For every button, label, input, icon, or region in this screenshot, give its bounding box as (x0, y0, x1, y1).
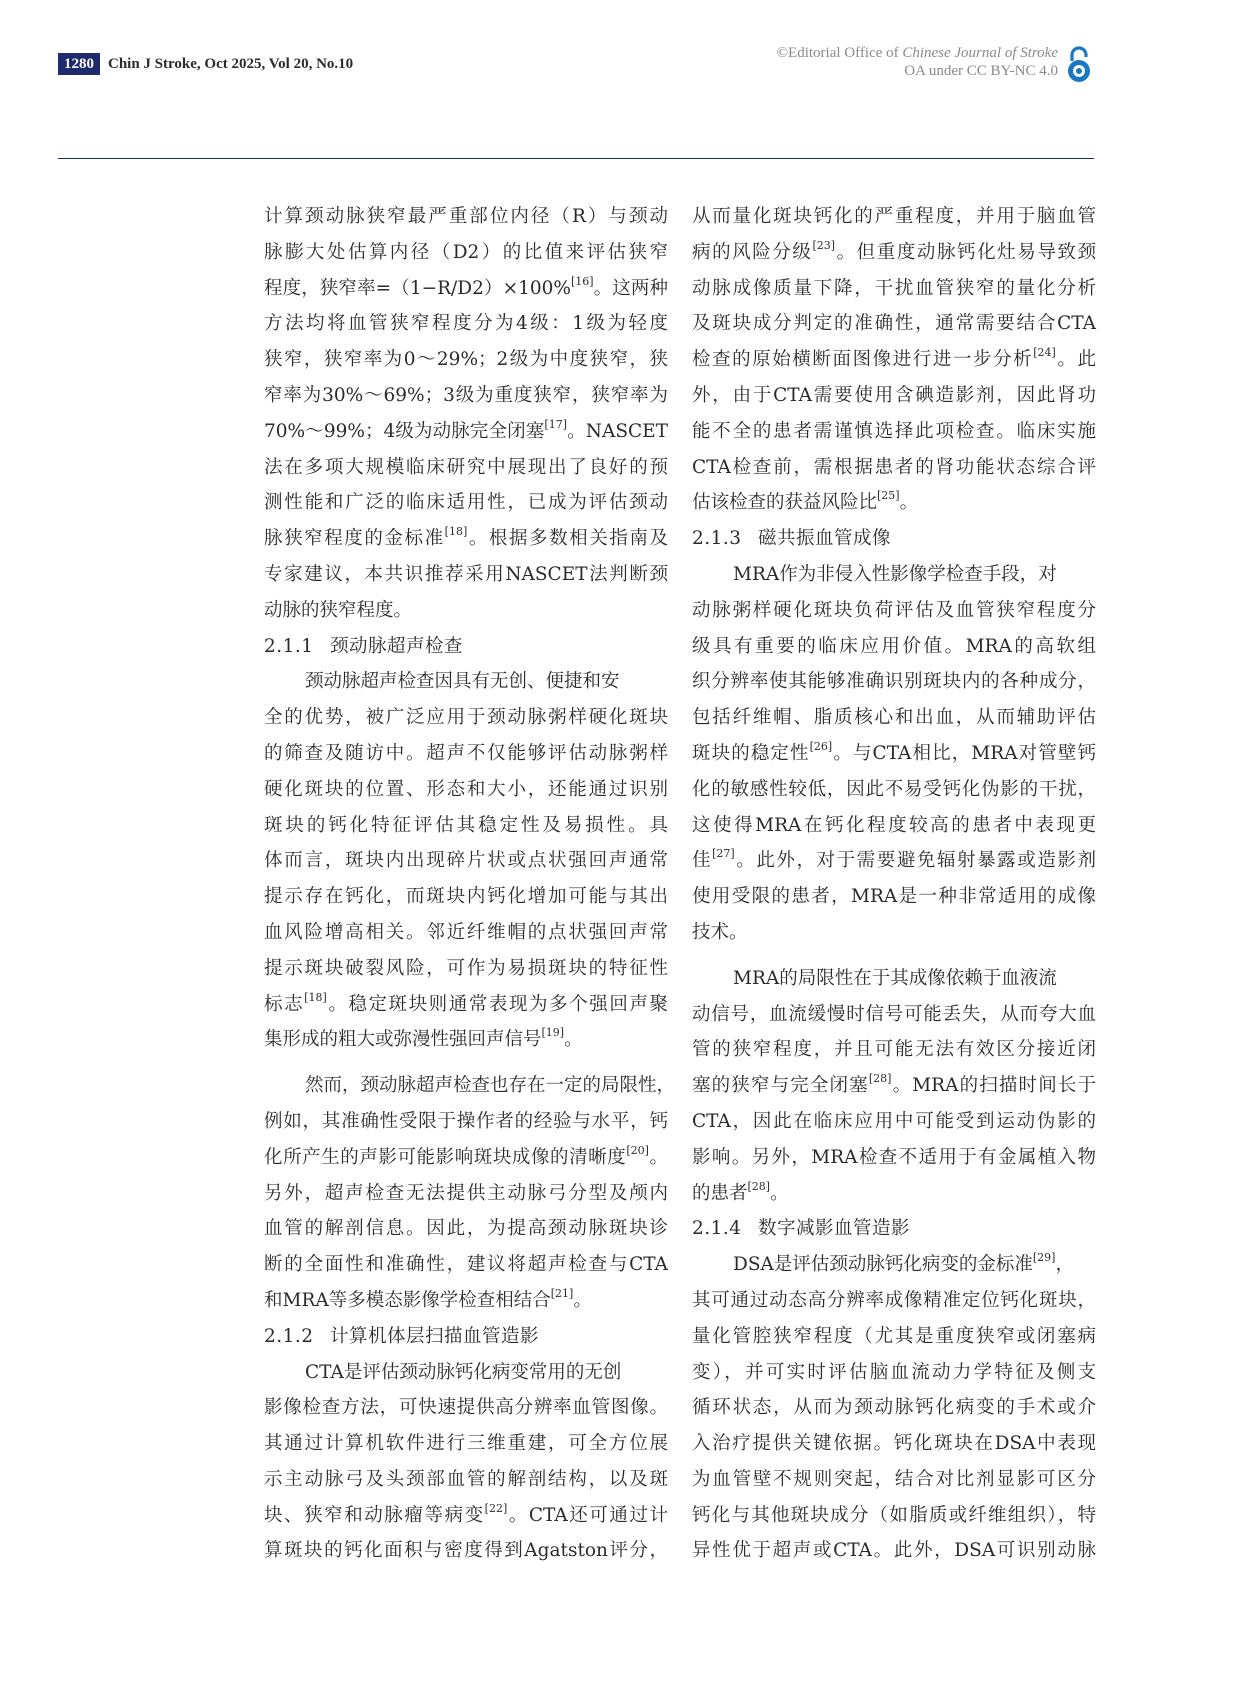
text-line (692, 1355, 1096, 1391)
text-line (692, 1140, 1096, 1176)
line-text: 影像检查方法，可快速提供高分辨率血管图像。 (264, 1397, 668, 1419)
text-line (264, 235, 668, 271)
line-text: 提示斑块破裂风险，可作为易损斑块的特征性 (264, 957, 668, 979)
line-text: 斑块的稳定性 (692, 742, 810, 764)
text-line (692, 1533, 1096, 1569)
citation-ref: [26] (809, 739, 833, 753)
line-text-after: 。MRA的扫描时间长于 (891, 1075, 1096, 1097)
text-line (264, 1533, 668, 1569)
text-line (692, 1390, 1096, 1426)
line-text: 标志 (264, 993, 305, 1015)
line-text: 提示存在钙化，而斑块内钙化增加可能与其出 (264, 886, 668, 908)
journal-name: Chinese Journal of Stroke (902, 45, 1058, 61)
line-text: 动脉粥样硬化斑块负荷评估及血管狭窄程度分 (692, 599, 1096, 621)
text-line (692, 342, 1096, 378)
text-line (692, 843, 1096, 879)
line-text: 70%～99%；4级为动脉完全闭塞 (264, 420, 545, 442)
text-line (692, 1176, 1096, 1212)
text-line (692, 1104, 1096, 1140)
line-text: 钙化与其他斑块成分（如脂质或纤维组织），特 (692, 1504, 1096, 1526)
paragraph-first-line (692, 557, 1096, 593)
citation-ref: [18] (444, 525, 468, 539)
line-text: 包括纤维帽、脂质核心和出血，从而辅助评估 (692, 707, 1096, 729)
text-line (264, 342, 668, 378)
text-line (264, 879, 668, 915)
line-text: 全的优势，被广泛应用于颈动脉粥样硬化斑块 (264, 707, 668, 729)
text-line (264, 271, 668, 307)
line-text: 动脉成像质量下降，干扰血管狭窄的量化分析 (692, 277, 1096, 299)
line-text-after: 。 (648, 1146, 668, 1168)
text-line (692, 664, 1096, 700)
text-line (264, 1426, 668, 1462)
text-line (264, 1211, 668, 1247)
line-text: 法在多项大规模临床研究中展现出了良好的预 (264, 456, 668, 478)
text-line (264, 843, 668, 879)
text-line (264, 808, 668, 844)
text-line (264, 485, 668, 521)
line-text: MRA作为非侵入性影像学检查手段，对 (733, 563, 1057, 585)
copyright-notice (777, 44, 1058, 80)
line-text: 示主动脉弓及头颈部血管的解剖结构，以及斑 (264, 1468, 668, 1490)
line-text: 另外，超声检查无法提供主动脉弓分型及颅内 (264, 1182, 668, 1204)
text-line (692, 1426, 1096, 1462)
line-text: 从而量化斑块钙化的严重程度，并用于脑血管 (692, 206, 1096, 227)
copyright-line (777, 44, 1058, 62)
line-text: 使用受限的患者，MRA是一种非常适用的成像 (692, 886, 1096, 908)
line-text: 病的风险分级 (692, 241, 813, 263)
section-heading (692, 1211, 1096, 1247)
line-text: 技术。 (692, 921, 748, 943)
line-text: 能不全的患者需谨慎选择此项检查。临床实施 (692, 420, 1096, 442)
citation-ref: [20] (626, 1143, 649, 1157)
citation-ref: [19] (541, 1026, 565, 1040)
text-line (264, 593, 668, 629)
line-text: 块、狭窄和动脉瘤等病变 (264, 1504, 485, 1526)
section-number: 2.1.4 (692, 1218, 742, 1240)
text-line (692, 629, 1096, 665)
line-text-after: 。NASCET (567, 420, 668, 442)
line-text: CTA检查前，需根据患者的肾功能状态综合评 (692, 456, 1096, 478)
text-line (692, 1319, 1096, 1355)
line-text: 入治疗提供关键依据。钙化斑块在DSA中表现 (692, 1433, 1096, 1455)
text-line (264, 951, 668, 987)
text-line (692, 485, 1096, 521)
open-access-lock-icon (1066, 45, 1092, 83)
section-title: 数字减影血管造影 (758, 1218, 911, 1240)
text-line (264, 450, 668, 486)
line-text: 循环状态，从而为颈动脉钙化病变的手术或介 (692, 1397, 1096, 1419)
citation-ref: [27] (712, 847, 735, 861)
line-text: CTA，因此在临床应用中可能受到运动伪影的 (692, 1110, 1096, 1132)
citation-ref: [25] (877, 489, 900, 503)
page-number: 1280 (58, 53, 100, 75)
citation-ref: [29] (1032, 1251, 1056, 1265)
citation-ref: [24] (1033, 346, 1056, 360)
line-text: 的患者 (692, 1182, 748, 1204)
text-line (692, 1283, 1096, 1319)
section-heading (692, 521, 1096, 557)
line-text-after: ， (1055, 1254, 1074, 1276)
text-line (264, 1390, 668, 1426)
line-text: 塞的狭窄与完全闭塞 (692, 1075, 869, 1097)
section-heading (264, 629, 668, 665)
citation-ref: [28] (868, 1072, 892, 1086)
text-line (264, 1498, 668, 1534)
text-line (692, 808, 1096, 844)
section-title: 颈动脉超声检查 (330, 635, 464, 657)
line-text: DSA是评估颈动脉钙化病变的金标准 (733, 1254, 1033, 1276)
line-text: 脉膨大处估算内径（D2）的比值来评估狭窄 (264, 241, 668, 263)
text-line (264, 1462, 668, 1498)
left-column (264, 199, 676, 1569)
paragraph-gap (692, 951, 1096, 961)
line-text: 动脉的狭窄程度。 (264, 599, 413, 621)
copyright-prefix: ©Editorial Office of (776, 45, 903, 61)
text-line (264, 414, 668, 450)
paragraph-first-line (692, 1247, 1096, 1283)
citation-ref: [28] (747, 1179, 771, 1193)
text-line (264, 736, 668, 772)
text-line (692, 700, 1096, 736)
line-text: 集形成的粗大或弥漫性强回声信号 (264, 1029, 542, 1051)
text-line (692, 736, 1096, 772)
text-line (264, 700, 668, 736)
line-text: 这使得MRA在钙化程度较高的患者中表现更 (692, 814, 1096, 836)
citation-ref: [22] (484, 1501, 508, 1515)
line-text: 化所产生的声影可能影响斑块成像的清晰度 (264, 1146, 627, 1168)
text-line (692, 414, 1096, 450)
text-line (264, 199, 668, 235)
line-text: 窄率为30%～69%；3级为重度狭窄，狭窄率为 (264, 384, 668, 406)
text-line (692, 1462, 1096, 1498)
line-text-after: 。此 (1055, 349, 1096, 371)
line-text: 变），并可实时评估脑血流动力学特征及侧支 (692, 1361, 1096, 1383)
text-line (264, 1283, 668, 1319)
line-text: 体而言，斑块内出现碎片状或点状强回声通常 (264, 850, 668, 872)
text-line (264, 1104, 668, 1140)
line-text: 断的全面性和准确性，建议将超声检查与CTA (264, 1254, 668, 1276)
line-text: 为血管壁不规则突起，结合对比剂显影可区分 (692, 1468, 1096, 1490)
line-text: 例如，其准确性受限于操作者的经验与水平，钙 (264, 1110, 668, 1132)
line-text: 专家建议，本共识推荐采用NASCET法判断颈 (264, 563, 668, 585)
line-text: 血风险增高相关。邻近纤维帽的点状强回声常 (264, 921, 668, 943)
text-line (692, 772, 1096, 808)
line-text: 的筛查及随访中。超声不仅能够评估动脉粥样 (264, 742, 668, 764)
line-text-after: 。 (573, 1289, 592, 1311)
section-number: 2.1.3 (692, 528, 742, 550)
line-text-after: 。CTA还可通过计 (507, 1504, 669, 1526)
line-text: 算斑块的钙化面积与密度得到Agatston评分， (264, 1540, 668, 1562)
line-text: 测性能和广泛的临床适用性，已成为评估颈动 (264, 492, 668, 514)
text-line (692, 593, 1096, 629)
line-text: 狭窄，狭窄率为0～29%；2级为中度狭窄，狭 (264, 349, 668, 371)
text-line (692, 879, 1096, 915)
line-text: 脉狭窄程度的金标准 (264, 528, 445, 550)
text-line (692, 1068, 1096, 1104)
line-text: 织分辨率使其能够准确识别斑块内的各种成分， (692, 671, 1096, 693)
text-line (264, 1022, 668, 1058)
license-text: OA under CC BY-NC 4.0 (904, 63, 1058, 79)
line-text: 化的敏感性较低，因此不易受钙化伪影的干扰， (692, 778, 1096, 800)
line-text-after: 。这两种 (593, 277, 668, 299)
section-number: 2.1.2 (264, 1325, 314, 1347)
text-line (692, 235, 1096, 271)
text-line (264, 1140, 668, 1176)
section-number: 2.1.1 (264, 635, 314, 657)
text-line (264, 521, 668, 557)
text-line (264, 378, 668, 414)
line-text: 检查的原始横断面图像进行进一步分析 (692, 349, 1034, 371)
text-line (692, 450, 1096, 486)
text-line (264, 557, 668, 593)
line-text: 方法均将血管狭窄程度分为4级：1级为轻度 (264, 313, 668, 335)
line-text-after: 。但重度动脉钙化灶易导致颈 (835, 241, 1096, 263)
section-title: 磁共振血管成像 (758, 528, 892, 550)
text-line (264, 987, 668, 1023)
text-line (692, 199, 1096, 235)
line-text: 异性优于超声或CTA。此外，DSA可识别动脉 (692, 1540, 1096, 1562)
line-text: CTA是评估颈动脉钙化病变常用的无创 (305, 1361, 622, 1383)
text-line (264, 1247, 668, 1283)
text-line (264, 772, 668, 808)
line-text: 量化管腔狭窄程度（尤其是重度狭窄或闭塞病 (692, 1325, 1096, 1347)
paragraph-gap (264, 1058, 668, 1068)
line-text: 影响。另外，MRA检查不适用于有金属植入物 (692, 1146, 1096, 1168)
line-text: 外，由于CTA需要使用含碘造影剂，因此肾功 (692, 384, 1096, 406)
line-text: 管的狭窄程度，并且可能无法有效区分接近闭 (692, 1039, 1096, 1061)
line-text: 其可通过动态高分辨率成像精准定位钙化斑块， (692, 1289, 1096, 1311)
line-text: 及斑块成分判定的准确性，通常需要结合CTA (692, 313, 1096, 335)
citation-ref: [23] (812, 238, 836, 252)
paragraph-first-line (264, 664, 668, 700)
text-line (264, 1176, 668, 1212)
line-text-after: 。稳定斑块则通常表现为多个强回声聚 (326, 993, 668, 1015)
citation-ref: [21] (550, 1286, 574, 1300)
text-line (264, 306, 668, 342)
citation-ref: [16] (570, 274, 594, 288)
line-text-after: 。 (770, 1182, 789, 1204)
citation-ref: [18] (304, 990, 327, 1004)
line-text: 级具有重要的临床应用价值。MRA的高软组 (692, 635, 1096, 657)
section-heading (264, 1319, 668, 1355)
line-text: 其通过计算机软件进行三维重建，可全方位展 (264, 1433, 668, 1455)
line-text-after: 。 (564, 1029, 583, 1051)
text-line (692, 306, 1096, 342)
header-divider (58, 158, 1094, 159)
section-title: 计算机体层扫描血管造影 (330, 1325, 540, 1347)
page-header (0, 0, 1241, 160)
line-text: 佳 (692, 850, 713, 872)
line-text: 计算颈动脉狭窄最严重部位内径（R）与颈动 (264, 206, 668, 227)
text-line (692, 997, 1096, 1033)
text-line (692, 378, 1096, 414)
line-text: MRA的局限性在于其成像依赖于血液流 (733, 967, 1057, 989)
line-text: 血管的解剖信息。因此，为提高颈动脉斑块诊 (264, 1218, 668, 1240)
line-text: 动信号，血流缓慢时信号可能丢失，从而夸大血 (692, 1003, 1096, 1025)
right-column (692, 199, 1096, 1569)
line-text: 斑块的钙化特征评估其稳定性及易损性。具 (264, 814, 668, 836)
line-text: 颈动脉超声检查因具有无创、便捷和安 (305, 671, 620, 693)
line-text: 然而，颈动脉超声检查也存在一定的局限性， (305, 1075, 676, 1097)
text-line (692, 915, 1096, 951)
text-line (264, 915, 668, 951)
text-line (692, 271, 1096, 307)
line-text: 硬化斑块的位置、形态和大小，还能通过识别 (264, 778, 668, 800)
line-text-after: 。与CTA相比，MRA对管壁钙 (832, 742, 1096, 764)
line-text: 和MRA等多模态影像学检查相结合 (264, 1289, 551, 1311)
line-text: 估该检查的获益风险比 (692, 492, 878, 514)
text-line (692, 1498, 1096, 1534)
line-text-after: 。根据多数相关指南及 (467, 528, 668, 550)
line-text-after: 。 (899, 492, 919, 514)
paragraph-first-line (264, 1068, 676, 1104)
text-line (692, 1032, 1096, 1068)
line-text-after: 。此外，对于需要避免辐射暴露或造影剂 (734, 850, 1096, 872)
citation-ref: [17] (544, 417, 568, 431)
paragraph-first-line (692, 961, 1096, 997)
paragraph-first-line (264, 1355, 668, 1391)
line-text: 程度，狭窄率=（1−R/D2）×100% (264, 277, 571, 299)
journal-citation: Chin J Stroke, Oct 2025, Vol 20, No.10 (108, 56, 354, 72)
